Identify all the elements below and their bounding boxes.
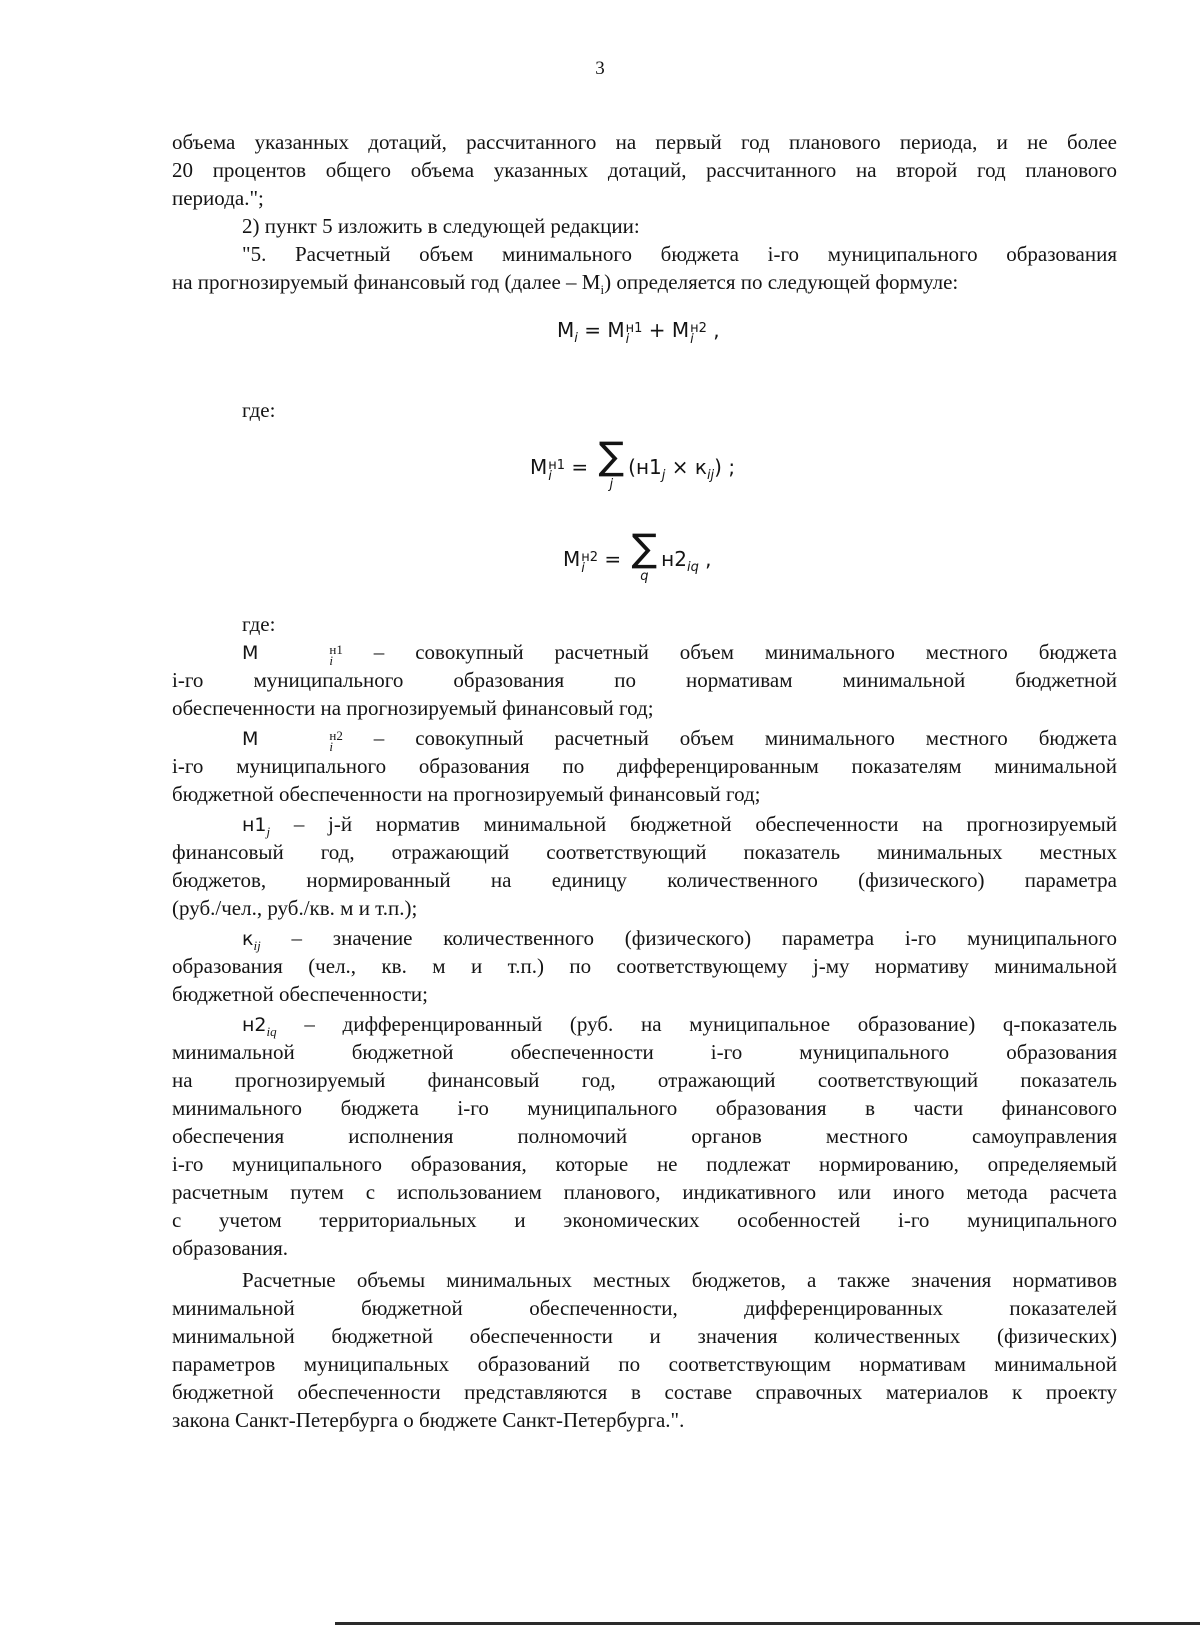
def3-line4: (руб./чел., руб./кв. м и т.п.); xyxy=(172,896,418,920)
sigma-q: ∑ q xyxy=(631,526,658,584)
page-bottom-border xyxy=(335,1622,1200,1625)
formula-total: $M_i = M$ н1 i + M н2 i , xyxy=(557,318,720,347)
def3-line1: $н1_j - j-й$ норматив минимальной бюджетной обеспеченности на прогнозируемый xyxy=(242,812,1117,839)
def4-line1: $к_{ij}$ – значение количественного (физического) параметра i-го муниципального xyxy=(242,926,1117,953)
where-label-2: где: xyxy=(242,612,276,636)
def5-line3: на прогнозируемый финансовый год, отражающий соответствующий показатель xyxy=(172,1068,1117,1092)
final-line6: закона Санкт-Петербурга о бюджете Санкт-Петербурга.". xyxy=(172,1408,685,1432)
para3-line2: на прогнозируемый финансовый год (далее – $M_i$) определяется по следующей формуле: xyxy=(172,270,959,297)
para2: 2) пункт 5 изложить в следующей редакции: xyxy=(242,214,640,238)
def3-line2: финансовый год, отражающий соответствующий показатель минимальных местных xyxy=(172,840,1117,864)
para1-line2: 20 процентов общего объема указанных дотаций, рассчитанного на второй год планового xyxy=(172,158,1117,182)
final-line2: минимальной бюджетной обеспеченности, дифференцированных показателей xyxy=(172,1296,1117,1320)
final-line1: Расчетные объемы минимальных местных бюджетов, а также значения нормативов xyxy=(242,1268,1117,1292)
final-line3: минимальной бюджетной обеспеченности и значения количественных (физических) xyxy=(172,1324,1117,1348)
def5-line7: расчетным путем с использованием планового, индикативного или иного метода расчета xyxy=(172,1180,1117,1204)
formula-m-n2: M н2 i = ∑ q $н2_{iq}$ , xyxy=(563,526,712,584)
final-line4: параметров муниципальных образований по соответствующим нормативам минимальной xyxy=(172,1352,1117,1376)
def2-line2: i-го муниципального образования по дифференцированным показателям минимальной xyxy=(172,754,1117,778)
def1-line3: обеспеченности на прогнозируемый финансовый год; xyxy=(172,696,654,720)
def1-line1: M н1 i – совокупный расчетный объем минимального местного бюджета xyxy=(242,640,1117,668)
final-line5: бюджетной обеспеченности представляются в составе справочных материалов к проекту xyxy=(172,1380,1117,1404)
def5-line6: i-го муниципального образования, которые не подлежат нормированию, определяемый xyxy=(172,1152,1117,1176)
where-label-1: где: xyxy=(242,398,276,422)
def5-line9: образования. xyxy=(172,1236,289,1260)
def1-line2: i-го муниципального образования по нормативам минимальной бюджетной xyxy=(172,668,1117,692)
def5-line4: минимального бюджета i-го муниципального образования в части финансового xyxy=(172,1096,1117,1120)
page-number: 3 xyxy=(595,58,605,79)
para1-line3: периода."; xyxy=(172,186,264,210)
def3-line3: бюджетов, нормированный на единицу количественного (физического) параметра xyxy=(172,868,1117,892)
def2-line1: M н2 i – совокупный расчетный объем минимального местного бюджета xyxy=(242,726,1117,754)
def2-line3: бюджетной обеспеченности на прогнозируемый финансовый год; xyxy=(172,782,761,806)
para1-line1: объема указанных дотаций, рассчитанного на первый год планового периода, и не более xyxy=(172,130,1117,154)
para3-line1: "5. Расчетный объем минимального бюджета i-го муниципального образования xyxy=(242,242,1117,266)
def5-line2: минимальной бюджетной обеспеченности i-го муниципального образования xyxy=(172,1040,1117,1064)
def5-line8: с учетом территориальных и экономических особенностей i-го муниципального xyxy=(172,1208,1117,1232)
def5-line5: обеспечения исполнения полномочий органов местного самоуправления xyxy=(172,1124,1117,1148)
def4-line2: образования (чел., кв. м и т.п.) по соответствующему j-му нормативу минимальной xyxy=(172,954,1117,978)
def5-line1: $н2_{iq}$ – дифференцированный (руб. на муниципальное образование) q-показатель xyxy=(242,1012,1117,1039)
formula-m-n1: M н1 i = ∑ j $(н1_j \times к_{ij})$ ; xyxy=(530,434,736,492)
sigma-j: ∑ j xyxy=(598,434,625,492)
def4-line3: бюджетной обеспеченности; xyxy=(172,982,429,1006)
